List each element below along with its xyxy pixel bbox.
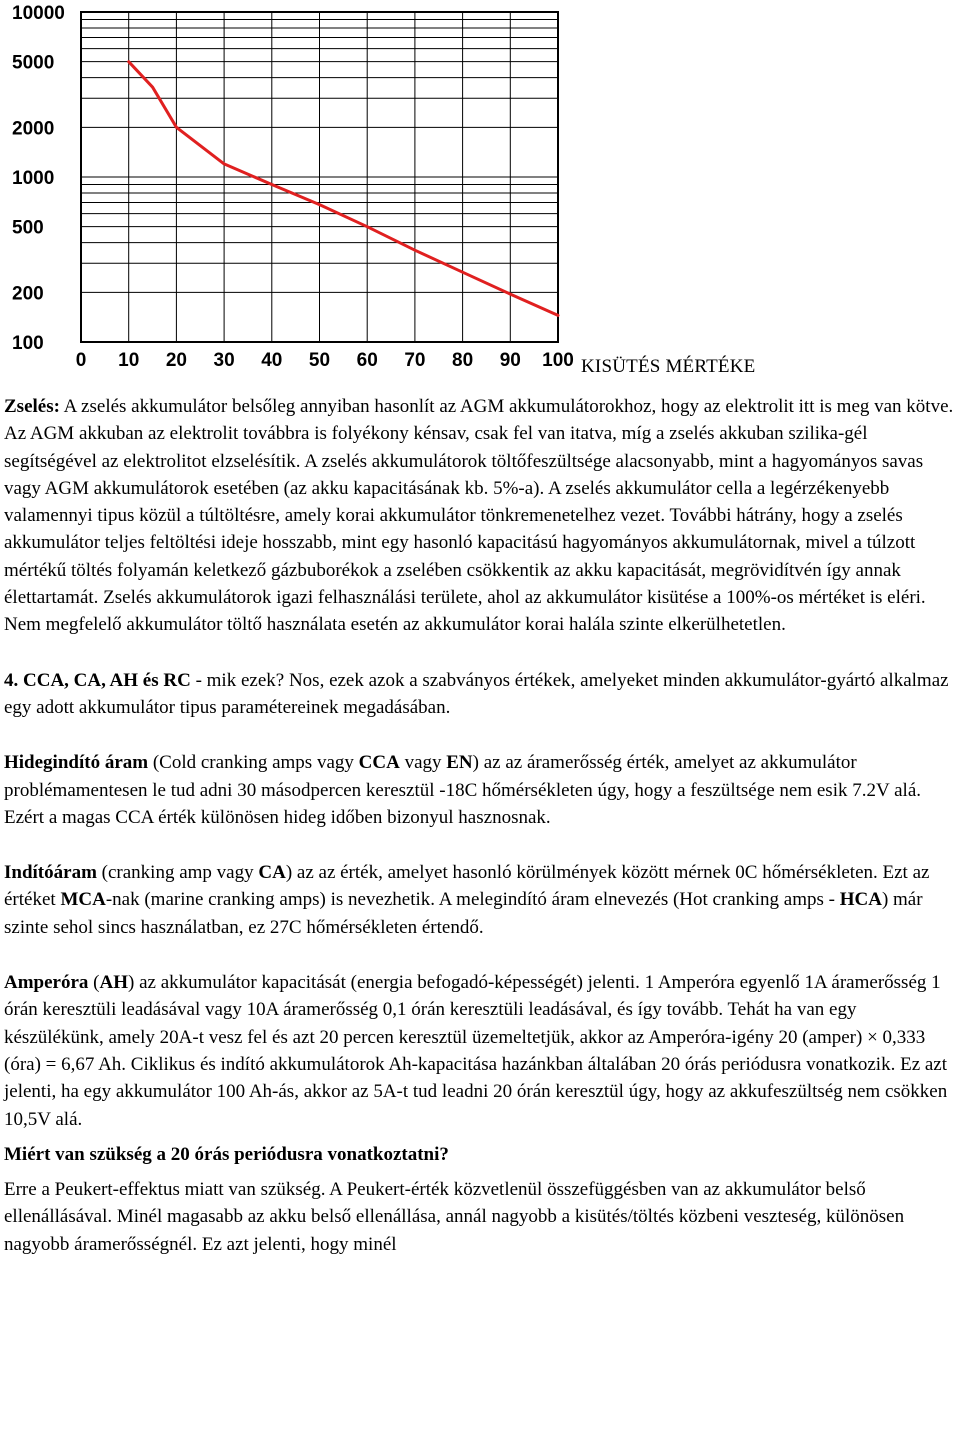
x-tick-labels <box>76 350 574 371</box>
cca-term: Hidegindító áram <box>4 752 149 774</box>
y-tick-label: 1000 <box>12 168 55 189</box>
question-heading <box>4 1141 958 1168</box>
x-tick-label: 10 <box>118 350 140 371</box>
x-tick-label: 60 <box>356 350 378 371</box>
cca-paragraph <box>4 749 958 831</box>
gel-paragraph <box>4 393 958 639</box>
cca-abbr: CCA <box>358 752 400 774</box>
ca-text-3: -nak (marine cranking amps) is nevezhetik. A melegindító áram elnevezés (Hot cranking amps - <box>105 889 840 911</box>
en-abbr: EN <box>446 752 473 774</box>
cca-text-2: vagy <box>399 752 447 774</box>
ca-abbr: CA <box>258 862 286 884</box>
y-tick-labels <box>12 3 65 354</box>
ca-term: Indítóáram <box>4 862 97 884</box>
series-line <box>129 62 558 316</box>
section-4-title: 4. CCA, CA, AH és RC <box>4 669 191 691</box>
x-tick-label: 80 <box>452 350 474 371</box>
y-tick-label: 10000 <box>12 3 65 24</box>
ah-text-1: ( <box>88 972 100 994</box>
ah-text-2: ) az akkumulátor kapacitását (energia befogadó-képességét) jelenti. 1 Amperóra egyenlő 1A áramerősség 1 órán keresztüli leadásával vagy 10A áramerősség 0,1 órán keresztüli leadásával, és így tovább. Tehát ha van egy készülékünk, amely 20A-t vesz fel és azt 20 percen keresztül üzemeltetjük, akkor az Amperóra-igény 20 (amper) × 0,333 (óra) = 6,67 Ah. Ciklikus és indító akkumulátorok Ah-kapacitása hazánkban általában 20 órás periódusra vonatkozik. Ez azt jelenti, ha egy akkumulátor 100 Ah-ás, akkor az 5A-t tud leadni 20 órán keresztül úgy, hogy az akkufeszültség nem csökken 10,5V alá. <box>4 972 948 1130</box>
section-4-paragraph <box>4 667 958 722</box>
cca-text-3: ) az az áramerősség érték, amelyet az akkumulátor problémamentesen le tud adni 30 másodpercen keresztül -18C hőmérsékleten úgy, hogy a feszültsége nem esik 7.2V alá. Ezért a magas CCA érték különösen hideg időben bizonyul hasznosnak. <box>4 752 922 828</box>
x-tick-label: 30 <box>213 350 235 371</box>
peukert-paragraph <box>4 1176 958 1258</box>
ah-abbr: AH <box>99 972 128 994</box>
chart-grid <box>81 12 558 342</box>
ca-paragraph <box>4 859 958 941</box>
y-tick-label: 100 <box>12 333 44 354</box>
x-tick-label: 90 <box>499 350 521 371</box>
x-tick-label: 70 <box>404 350 426 371</box>
y-tick-label: 5000 <box>12 52 55 74</box>
mca-abbr: MCA <box>60 889 106 911</box>
hca-abbr: HCA <box>839 889 882 911</box>
x-tick-label: 100 <box>542 350 574 371</box>
ca-text-2: ) az az érték, amelyet hasonló körülmények között mérnek 0C hőmérsékleten. Ezt az értéket <box>4 862 930 911</box>
ca-text-4: ) már szinte sehol sincs használatban, ez 27C hőmérsékleten értendő. <box>4 889 923 938</box>
x-tick-label: 0 <box>75 350 87 371</box>
cca-text-1: (Cold cranking amps vagy <box>148 752 359 774</box>
gel-lead: Zselés: <box>4 396 60 417</box>
y-tick-label: 2000 <box>12 118 55 140</box>
section-4-question: - mik ezek? <box>190 669 285 691</box>
discharge-chart <box>0 0 580 385</box>
x-tick-label: 40 <box>261 350 283 371</box>
section-4-text: Nos, ezek azok a szabványos értékek, amelyeket minden akkumulátor-gyártó alkalmaz egy adott akkumulátor tipus paramétereinek megadásában. <box>4 669 949 718</box>
peukert-text: Erre a Peukert-effektus miatt van szükség. A Peukert-érték közvetlenül összefüggésben van az akkumulátor belső ellenállásával. Minél magasabb az akku belső ellenállása, annál nagyobb a kisütés/töltés közbeni veszteség, különösen nagyobb áramerősségnél. Ez azt jelenti, hogy minél <box>4 1179 905 1255</box>
article-body <box>4 393 958 1258</box>
y-tick-label: 500 <box>12 217 44 239</box>
ah-term: Amperóra <box>4 972 89 994</box>
x-axis-title: KISÜTÉS MÉRTÉKE <box>581 356 756 377</box>
ah-paragraph <box>4 969 958 1133</box>
gel-text: A zselés akkumulátor belsőleg annyiban hasonlít az AGM akkumulátorokhoz, hogy az elektrolit itt is meg van kötve. Az AGM akkuban az elektrolit továbbra is folyékony kénsav, csak fel van itatva, míg a zselés akkuban szilika-gél segítségével az elektrolitot elzselésítik. A zselés akkumulátorok töltőfeszültsége alacsonyabb, mint a hagyományos savas vagy AGM akkumulátorok esetében (az akku kapacitásának kb. 5%-a). A zselés akkumulátor cella a legérzékenyebb valamennyi tipus közül a túltöltésre, amely korai akkumulátor tönkremenetelhez vezet. További hátrány, hogy a zselés akkumulátor teljes feltöltési ideje hosszabb, mint egy hasonló kapacitású hagyományos akkumulátornak, mivel a túlzott mértékű töltés folyamán keletkező gázbuborékok a zselében csökkentik az akku kapacitását, megrövidítvén így annak élettartamát. Zselés akkumulátorok igazi felhasználási területe, ahol az akkumulátor kisütése a 100%-os mértéket is eléri. Nem megfelelő akkumulátor töltő használata esetén az akkumulátor korai halála szinte elkerülhetetlen. <box>4 396 954 636</box>
y-tick-label: 200 <box>12 283 44 305</box>
x-tick-label: 50 <box>308 350 331 371</box>
question-heading-text: Miért van szükség a 20 órás periódusra vonatkoztatni? <box>4 1143 449 1165</box>
x-tick-label: 20 <box>165 350 187 371</box>
ca-text-1: (cranking amp vagy <box>96 862 259 884</box>
